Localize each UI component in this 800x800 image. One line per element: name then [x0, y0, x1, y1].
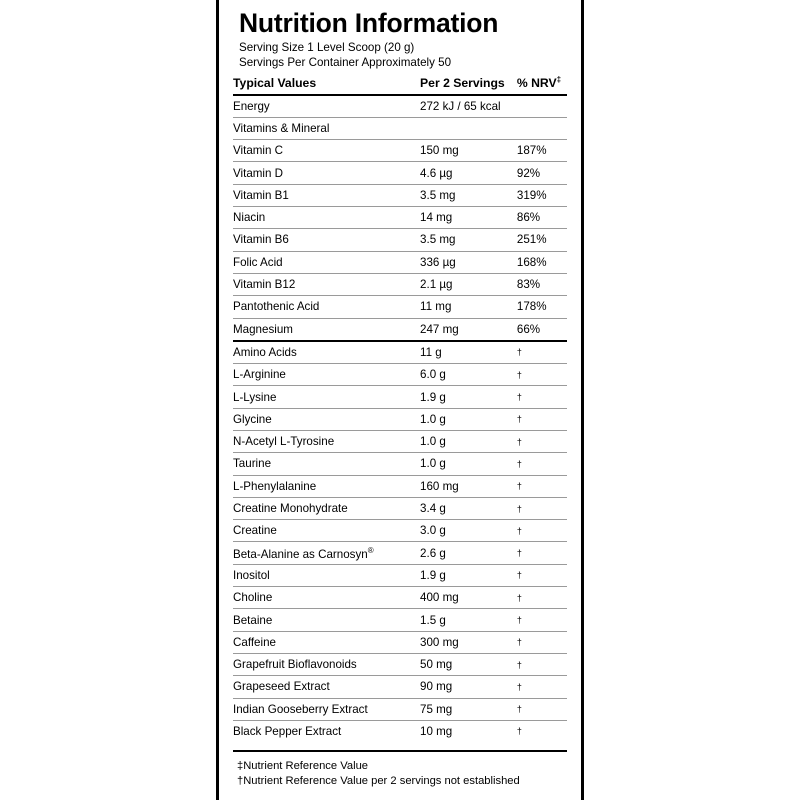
- table-row: [233, 631, 567, 653]
- row-nrv: 251%: [517, 229, 567, 251]
- table-row: [233, 251, 567, 273]
- row-nrv: 187%: [517, 140, 567, 162]
- serving-size-text: Serving Size 1 Level Scoop (20 g): [239, 40, 415, 54]
- row-nrv: †: [517, 453, 567, 475]
- row-name: Glycine: [233, 408, 420, 430]
- row-nrv: 66%: [517, 318, 567, 341]
- table-row: [233, 564, 567, 586]
- row-amount: 50 mg: [420, 653, 517, 675]
- table-row: [233, 408, 567, 430]
- table-row: [233, 497, 567, 519]
- row-name: Vitamin B6: [233, 229, 420, 251]
- row-amount: 336 µg: [420, 251, 517, 273]
- footnotes: [233, 750, 567, 788]
- row-nrv: †: [517, 676, 567, 698]
- row-name: Betaine: [233, 609, 420, 631]
- table-row: [233, 341, 567, 364]
- footnote-nrv: ‡Nutrient Reference Value: [237, 760, 369, 773]
- row-name: Energy: [233, 95, 420, 118]
- footnote-dagger: †Nutrient Reference Value per 2 servings not established: [237, 774, 520, 787]
- row-nrv: †: [517, 408, 567, 430]
- table-row: [233, 720, 567, 742]
- row-amount: 1.0 g: [420, 430, 517, 452]
- header-nrv-sup: ‡: [556, 75, 562, 85]
- row-name: Inositol: [233, 564, 420, 586]
- row-amount: 150 mg: [420, 140, 517, 162]
- row-nrv: †: [517, 609, 567, 631]
- row-name: Vitamins & Mineral: [233, 117, 420, 139]
- table-row: [233, 386, 567, 408]
- header-nrv: [517, 75, 567, 94]
- row-amount: 10 mg: [420, 720, 517, 742]
- table-row: [233, 698, 567, 720]
- row-amount: 1.5 g: [420, 609, 517, 631]
- table-row: [233, 542, 567, 564]
- row-amount: 1.0 g: [420, 453, 517, 475]
- row-amount: 2.6 g: [420, 542, 517, 564]
- row-nrv: [517, 95, 567, 118]
- table-row: [233, 229, 567, 251]
- row-name: Choline: [233, 587, 420, 609]
- nutrition-information-panel: [216, 0, 584, 800]
- row-name: Caffeine: [233, 631, 420, 653]
- row-nrv: 83%: [517, 273, 567, 295]
- row-nrv: †: [517, 386, 567, 408]
- row-nrv: 92%: [517, 162, 567, 184]
- table-row: [233, 364, 567, 386]
- row-amount: 247 mg: [420, 318, 517, 341]
- row-name: Folic Acid: [233, 251, 420, 273]
- row-nrv: †: [517, 497, 567, 519]
- row-nrv: †: [517, 720, 567, 742]
- row-name: Grapeseed Extract: [233, 676, 420, 698]
- table-row: [233, 184, 567, 206]
- table-row: [233, 162, 567, 184]
- row-amount: 1.0 g: [420, 408, 517, 430]
- row-name: L-Phenylalanine: [233, 475, 420, 497]
- row-nrv: 168%: [517, 251, 567, 273]
- row-amount: 2.1 µg: [420, 273, 517, 295]
- row-name: Beta-Alanine as Carnosyn®: [233, 542, 420, 564]
- row-amount: 75 mg: [420, 698, 517, 720]
- row-amount: 3.4 g: [420, 497, 517, 519]
- page-title: Nutrition Information: [239, 8, 499, 38]
- row-name: Pantothenic Acid: [233, 296, 420, 318]
- row-amount: 3.5 mg: [420, 229, 517, 251]
- row-name: Creatine: [233, 520, 420, 542]
- row-amount: 90 mg: [420, 676, 517, 698]
- table-row: [233, 430, 567, 452]
- header-typical-values: Typical Values: [233, 75, 420, 94]
- table-row: [233, 676, 567, 698]
- row-name: Vitamin C: [233, 140, 420, 162]
- row-name: Indian Gooseberry Extract: [233, 698, 420, 720]
- row-name: Vitamin B1: [233, 184, 420, 206]
- table-row: [233, 273, 567, 295]
- table-row: [233, 318, 567, 341]
- row-amount: 400 mg: [420, 587, 517, 609]
- row-amount: 300 mg: [420, 631, 517, 653]
- row-nrv: †: [517, 475, 567, 497]
- table-row: [233, 117, 567, 139]
- table-row: [233, 609, 567, 631]
- table-row: [233, 475, 567, 497]
- table-row: [233, 653, 567, 675]
- row-amount: 6.0 g: [420, 364, 517, 386]
- row-name: N-Acetyl L-Tyrosine: [233, 430, 420, 452]
- header-per-2-servings: Per 2 Servings: [420, 75, 517, 94]
- row-name: Vitamin B12: [233, 273, 420, 295]
- row-nrv: †: [517, 341, 567, 364]
- row-amount: 11 g: [420, 341, 517, 364]
- row-nrv: †: [517, 631, 567, 653]
- nutrition-table: [233, 75, 567, 742]
- row-amount: 160 mg: [420, 475, 517, 497]
- row-nrv: †: [517, 698, 567, 720]
- table-row: [233, 95, 567, 118]
- table-row: [233, 453, 567, 475]
- row-nrv: †: [517, 364, 567, 386]
- row-name: Black Pepper Extract: [233, 720, 420, 742]
- table-row: [233, 140, 567, 162]
- row-nrv: †: [517, 542, 567, 564]
- row-nrv: 178%: [517, 296, 567, 318]
- row-amount: 3.5 mg: [420, 184, 517, 206]
- row-name: Taurine: [233, 453, 420, 475]
- row-nrv: †: [517, 520, 567, 542]
- row-amount: 3.0 g: [420, 520, 517, 542]
- table-row: [233, 520, 567, 542]
- row-nrv: 319%: [517, 184, 567, 206]
- row-name: Magnesium: [233, 318, 420, 341]
- row-nrv: †: [517, 653, 567, 675]
- row-name: Vitamin D: [233, 162, 420, 184]
- row-amount: 11 mg: [420, 296, 517, 318]
- row-amount: 1.9 g: [420, 386, 517, 408]
- row-amount: 272 kJ / 65 kcal: [420, 95, 517, 118]
- row-amount: [420, 117, 517, 139]
- servings-per-container-text: Servings Per Container Approximately 50: [239, 55, 452, 69]
- row-name: L-Lysine: [233, 386, 420, 408]
- row-nrv: [517, 117, 567, 139]
- row-nrv: †: [517, 430, 567, 452]
- header-nrv-label: % NRV: [516, 76, 557, 91]
- row-amount: 14 mg: [420, 207, 517, 229]
- row-name: Creatine Monohydrate: [233, 497, 420, 519]
- table-row: [233, 587, 567, 609]
- table-row: [233, 296, 567, 318]
- row-name: L-Arginine: [233, 364, 420, 386]
- row-name: Amino Acids: [233, 341, 420, 364]
- row-amount: 4.6 µg: [420, 162, 517, 184]
- row-nrv: †: [517, 564, 567, 586]
- table-header-row: [233, 75, 567, 94]
- row-nrv: 86%: [517, 207, 567, 229]
- row-name: Niacin: [233, 207, 420, 229]
- row-amount: 1.9 g: [420, 564, 517, 586]
- table-row: [233, 207, 567, 229]
- row-nrv: †: [517, 587, 567, 609]
- row-name: Grapefruit Bioflavonoids: [233, 653, 420, 675]
